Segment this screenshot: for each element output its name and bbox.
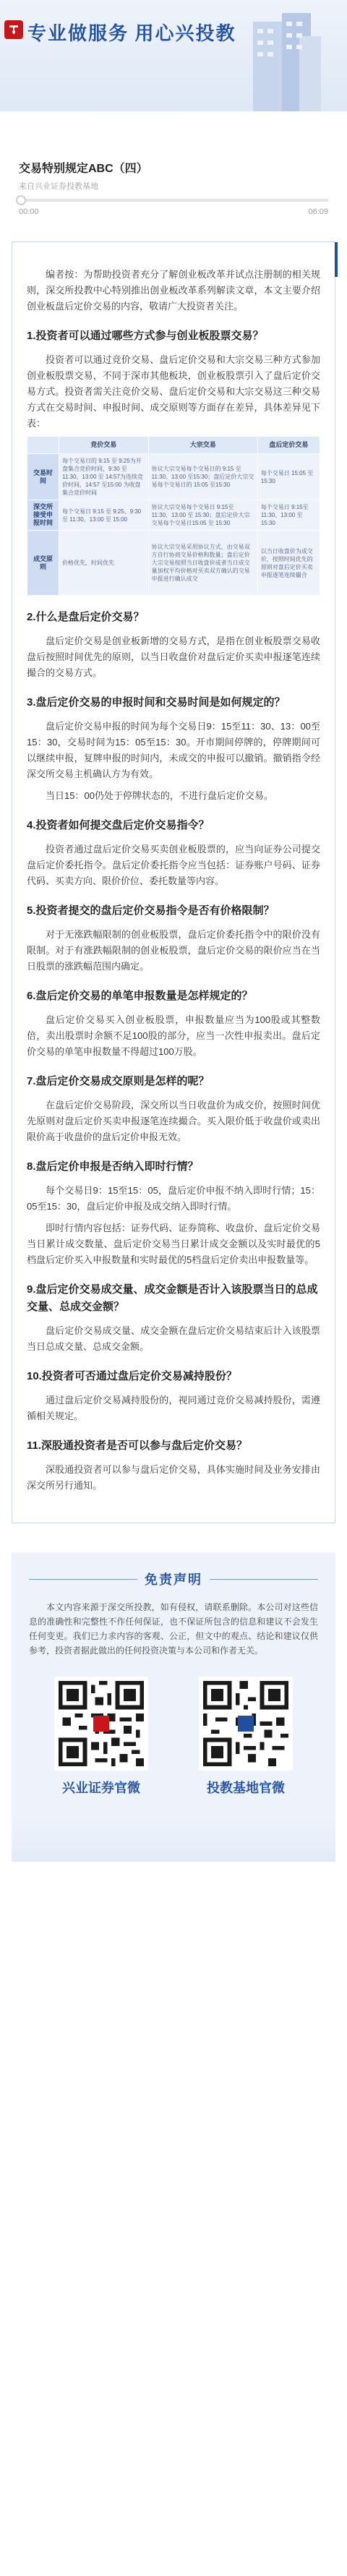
divider bbox=[210, 1579, 318, 1580]
answer-paragraph: 在盘后定价交易阶段，深交所以当日收盘价为成交价，按照时间优先原则对盘后定价买卖申报逐笔连续撮合。买入限价低于收盘价或卖出限价高于收盘价的盘后定价申报无效。 bbox=[27, 1100, 320, 1142]
answer-paragraph: 盘后定价交易成交量、成交金额在盘后定价交易结束后计入该股票当日总成交量、总成交金额。 bbox=[27, 1325, 320, 1352]
audio-total-time: 06:09 bbox=[308, 207, 328, 216]
divider bbox=[29, 1579, 137, 1580]
question-heading: 4.投资者如何提交盘后定价交易指令？ bbox=[27, 819, 210, 831]
editor-note: 编者按：为帮助投资者充分了解创业板改革并试点注册制的相关规则，深交所投教中心特别推出创业板改革系列解读文章，本文主要介绍创业板盘后定价交易的内容，敬请广大投资者关注。 bbox=[27, 269, 320, 312]
table-row-header: 成交原则 bbox=[27, 531, 59, 596]
table-cell: 以当日收盘价为成交价，按照时间优先的原则对盘后定价买卖申报逐笔连续撮合 bbox=[257, 531, 320, 596]
audio-progress-handle[interactable] bbox=[16, 195, 26, 205]
answer-paragraph: 投资者通过盘后定价交易买卖创业板股票的，应当向证券公司提交盘后定价委托指令。盘后定价委托指令应当包括：证券账户号码、证券代码、买卖方向、限价价位、委托数量等内容。 bbox=[27, 844, 320, 886]
table-header-cell: 盘后定价交易 bbox=[257, 437, 320, 454]
question-heading: 11.深股通投资者是否可以参与盘后定价交易？ bbox=[27, 1439, 248, 1452]
table-row bbox=[27, 531, 320, 596]
table-cell: 每个交易日 15:05 至 15:30 bbox=[257, 454, 320, 500]
trading-comparison-table bbox=[27, 436, 320, 596]
answer-paragraph: 盘后定价交易申报的时间为每个交易日9：15至11：30、13：00至15：30，交易时间为15：05至15：30。开市期间停牌的，停牌期间可以继续申报，复牌申报的时间内，未成交的申报可以撤销。撤销指令经深交所交易主机确认方为有效。 bbox=[27, 721, 320, 779]
banner-slogan: 专业做服务 用心兴投教 bbox=[27, 23, 236, 44]
question-heading: 9.盘后定价交易成交量、成交金额是否计入该股票当日的总成交量、总成交金额？ bbox=[27, 1283, 318, 1313]
header-banner bbox=[0, 0, 347, 111]
answer-paragraph: 即时行情内容包括：证券代码、证券简称、收盘价、盘后定价交易当日累计成交数量、盘后定价交易当日累计成交金额以及实时最优的5档盘后定价买入申报数量和实时最优的5档盘后定价卖出申报数量等。 bbox=[27, 1223, 320, 1265]
disclaimer-section bbox=[12, 1552, 335, 1818]
question-heading: 5.投资者提交的盘后定价交易指令是否有价格限制？ bbox=[27, 904, 275, 917]
question-heading: 6.盘后定价交易的单笔申报数量是怎样规定的？ bbox=[27, 990, 253, 1002]
table-cell: 协议大宗交易每个交易日 9:15至 11:30、13:00 至 15:30；盘后定价大宗交易每个交易日15:05 至 15:30 bbox=[148, 500, 257, 531]
answer-paragraph: 投资者可以通过竞价交易、盘后定价交易和大宗交易三种方式参加创业板股票交易，不同于深市其他板块，创业板股票引入了盘后定价交易方式。投资者需关注竞价交易、盘后定价交易和大宗交易这三种交易方式在交易时间、申报时间、成交原则等方面存在差异，具体差异见下表： bbox=[27, 354, 320, 429]
table-cell: 协议大宗交易采用协议方式，由交易双方自行协商交易价格和数量；盘后定价大宗交易按照当日收盘价或者当日成交量加权平均价格对买卖双方确认的交易申报进行确认成交 bbox=[148, 531, 257, 596]
frame-accent-bar bbox=[335, 242, 338, 277]
article-frame bbox=[12, 241, 335, 1523]
qr-card-jiaoyu bbox=[195, 1677, 296, 1797]
audio-progress-bar[interactable] bbox=[19, 199, 328, 202]
table-cell: 每个交易日 9:15至 11:30、13:00 至 15:30 bbox=[257, 500, 320, 531]
disclaimer-text: 本文内容来源于深交所投教，如有侵权，请联系删除。本公司对这些信息的准确性和完整性不作任何保证，也不保证所包含的信息和建议不会发生任何变更。我们已力求内容的客观、公正，但文中的观点、结论和建议仅供参考，投资者据此做出的任何投资决策与本公司和作者无关。 bbox=[29, 1602, 318, 1656]
qr-label: 投教基地官微 bbox=[207, 1781, 285, 1795]
answer-paragraph: 对于无涨跌幅限制的创业板股票，盘后定价委托指令中的限价没有限制。对于有涨跌幅限制的创业板股票，盘后定价交易的限价应当在当日股票的涨跌幅范围内确定。 bbox=[27, 929, 320, 972]
audio-current-time: 00:00 bbox=[19, 207, 39, 216]
question-heading: 10.投资者可否通过盘后定价交易减持股份？ bbox=[27, 1370, 237, 1382]
question-heading: 8.盘后定价申报是否纳入即时行情？ bbox=[27, 1160, 199, 1173]
building-illustration-icon bbox=[239, 7, 325, 111]
qr-card-xyzq bbox=[51, 1677, 152, 1797]
table-header-cell: 竞价交易 bbox=[59, 437, 149, 454]
table-cell: 协议大宗交易每个交易日的 9:15 至 11:30、13:00 至15:30；盘后定价大宗交易每个交易日的 15:05 至15:30 bbox=[148, 454, 257, 500]
table-header-cell bbox=[27, 437, 59, 454]
table-row-header: 深交所接受申报时间 bbox=[27, 500, 59, 531]
audio-player[interactable] bbox=[0, 111, 347, 220]
qr-code-icon bbox=[199, 1677, 293, 1771]
table-row-header: 交易时间 bbox=[27, 454, 59, 500]
footer-band bbox=[12, 1818, 335, 1862]
question-heading: 3.盘后定价交易的申报时间和交易时间是如何规定的？ bbox=[27, 696, 286, 709]
answer-paragraph: 盘后定价交易买入创业板股票，申报数量应当为100股或其整数倍，卖出股票时余额不足100股的部分，应当一次性申报卖出。盘后定价交易的单笔申报数量不得超过100万股。 bbox=[27, 1014, 320, 1057]
company-logo-icon bbox=[4, 20, 23, 39]
audio-title: 交易特别规定ABC（四） bbox=[19, 163, 148, 175]
table-header-cell: 大宗交易 bbox=[148, 437, 257, 454]
answer-paragraph: 每个交易日9：15至15：05，盘后定价申报不纳入即时行情；15：05至15：30，盘后定价申报及成交纳入即时行情。 bbox=[27, 1185, 320, 1212]
answer-paragraph: 通过盘后定价交易减持股份的，视同通过竞价交易减持股份，需遵循相关规定。 bbox=[27, 1395, 320, 1421]
question-heading: 7.盘后定价交易成交原则是怎样的呢？ bbox=[27, 1075, 210, 1087]
answer-paragraph: 深股通投资者可以参与盘后定价交易，具体实施时间及业务安排由深交所另行通知。 bbox=[27, 1464, 320, 1491]
answer-paragraph: 盘后定价交易是创业板新增的交易方式，是指在创业板股票交易收盘后按照时间优先的原则，以当日收盘价对盘后定价买卖申报逐笔连续撮合的交易方式。 bbox=[27, 636, 320, 678]
disclaimer-title: 免责声明 bbox=[145, 1572, 202, 1587]
answer-paragraph: 当日15：00仍处于停牌状态的，不进行盘后定价交易。 bbox=[46, 790, 273, 801]
table-cell: 每个交易日 9:15 至 9:25、9:30 至 11:30、13:00 至 15:00 bbox=[59, 500, 149, 531]
audio-source: 来自兴业证券投教基地 bbox=[19, 182, 98, 191]
question-heading: 2.什么是盘后定价交易？ bbox=[27, 611, 145, 623]
qr-label: 兴业证券官微 bbox=[62, 1781, 140, 1795]
table-cell: 价格优先、时间优先 bbox=[59, 531, 149, 596]
qr-code-icon bbox=[54, 1677, 148, 1771]
table-row bbox=[27, 454, 320, 500]
question-heading: 1.投资者可以通过哪些方式参与创业板股票交易？ bbox=[27, 330, 264, 342]
table-cell: 每个交易日的 9:15 至 9:25为开盘集合竞价时间，9:30 至 11:30、13:00 至 14:57为连续竞价时间，14:57 至15:00 为收盘集合竞价时间 bbox=[59, 454, 149, 500]
table-row bbox=[27, 500, 320, 531]
